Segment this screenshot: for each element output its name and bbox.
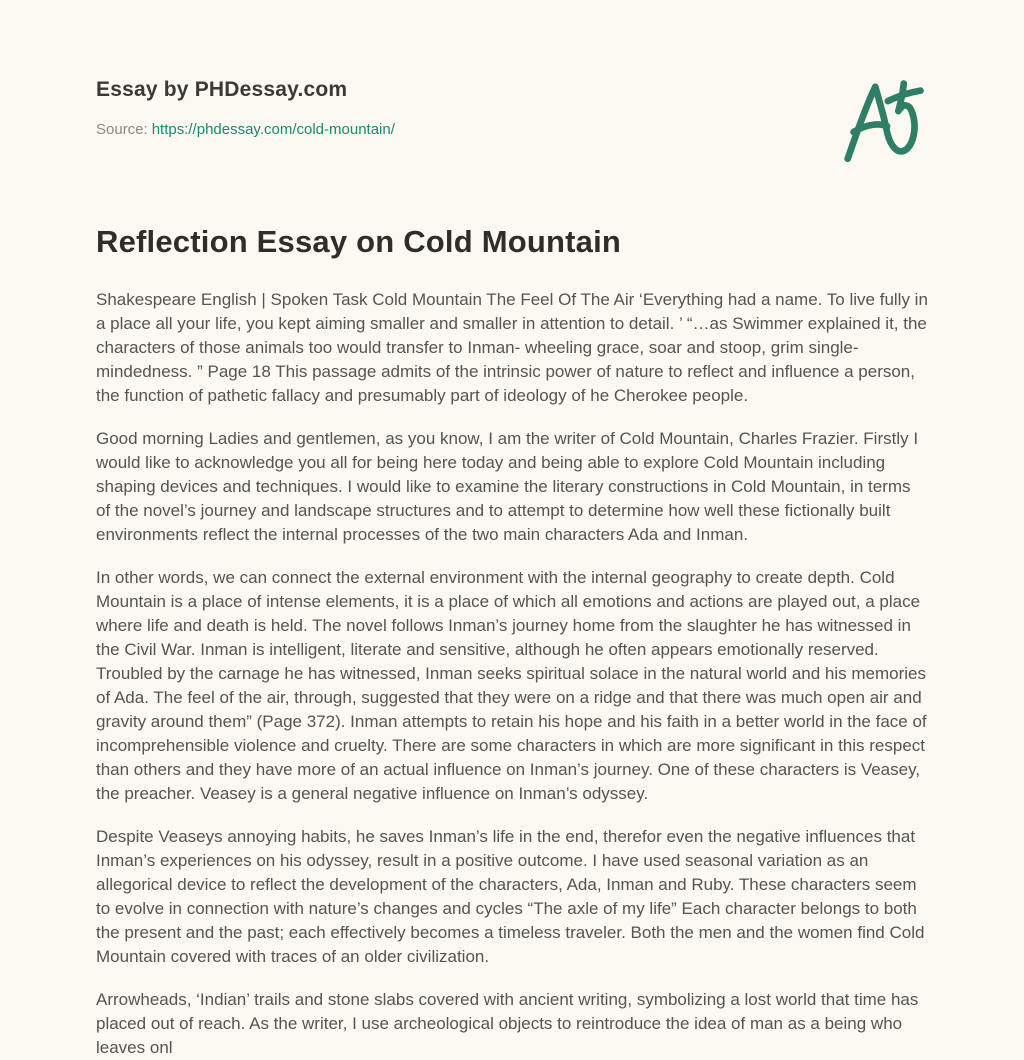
source-line	[96, 121, 395, 138]
essay-paragraph: In other words, we can connect the external environment with the internal geography to create depth. Cold Mountain is a place of intense elements, it is a place of which all emotions and actions are played out, a place where life and death is held. The novel follows Inman’s journey home from the slaughter he has witnessed in the Civil War. Inman is intelligent, literate and sensitive, although he often appears emotionally reserved. Troubled by the carnage he has witnessed, Inman seeks spiritual solace in the natural world and his memories of Ada. The feel of the air, through, suggested that they were on a ridge and that there was much open air and gravity around them” (Page 372). Inman attempts to retain his hope and his faith in a better world in the face of incomprehensible violence and cruelty. There are some characters in which are more significant in this respect than others and they have more of an actual influence on Inman’s journey. One of these characters is Veasey, the preacher. Veasey is a general negative influence on Inman’s odyssey.	[96, 568, 927, 803]
essay-paragraph: Shakespeare English | Spoken Task Cold Mountain The Feel Of The Air ‘Everything had a name. To live fully in a place all your life, you kept aiming smaller and smaller in attention to detail. ’ “…as Swimmer explained it, the characters of those animals too would transfer to Inman- wheeling grace, soar and stoop, grim single-mindedness. ” Page 18 This passage admits of the intrinsic power of nature to reflect and influence a person, the function of pathetic fallacy and presumably part of ideology of he Cherokee people.	[96, 290, 928, 405]
header-text-block	[96, 70, 395, 138]
source-label: Source:	[96, 121, 148, 138]
page-header	[96, 70, 928, 172]
source-link[interactable]: https://phdessay.com/cold-mountain/	[151, 121, 395, 138]
a-plus-logo-icon	[836, 72, 928, 172]
essay-content	[96, 224, 928, 1060]
essay-paragraph: Good morning Ladies and gentlemen, as you know, I am the writer of Cold Mountain, Charles Frazier. Firstly I would like to acknowledge you all for being here today and being able to explore Cold Mountain including shaping devices and techniques. I would like to examine the literary constructions in Cold Mountain, in terms of the novel’s journey and landscape structures and to attempt to determine how well these fictionally built environments reflect the internal processes of the two main characters Ada and Inman.	[96, 429, 919, 544]
essay-paragraph: Arrowheads, ‘Indian’ trails and stone slabs covered with ancient writing, symbolizing a lost world that time has placed out of reach. As the writer, I use archeological objects to reintroduce the idea of man as a being who leaves onl	[96, 990, 919, 1057]
essay-title: Reflection Essay on Cold Mountain	[96, 224, 622, 259]
site-title: Essay by PHDessay.com	[96, 78, 348, 101]
essay-body	[96, 288, 928, 1060]
essay-paragraph: Despite Veaseys annoying habits, he saves Inman’s life in the end, therefor even the negative influences that Inman’s experiences on his odyssey, result in a positive outcome. I have used seasonal variation as an allegorical device to reflect the development of the characters, Ada, Inman and Ruby. These characters seem to evolve in connection with nature’s changes and cycles “The axle of my life” Each character belongs to both the present and the past; each effectively becomes a timeless traveler. Both the men and the women find Cold Mountain covered with traces of an older civilization.	[96, 827, 925, 966]
